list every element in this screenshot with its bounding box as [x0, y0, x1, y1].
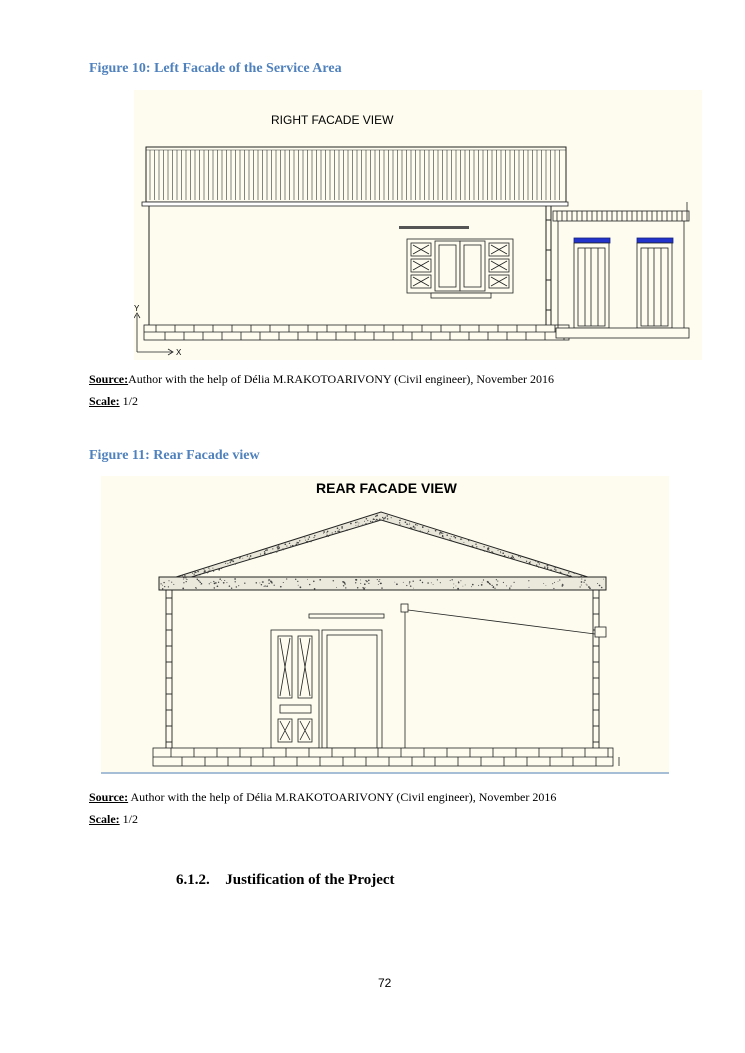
annex — [553, 202, 689, 338]
page-number: 72 — [378, 976, 392, 990]
window — [407, 239, 513, 298]
plinth — [144, 325, 569, 340]
figure-10-source — [89, 372, 554, 387]
rear-window — [271, 630, 319, 748]
figure-11-scale — [89, 812, 138, 827]
rear-plinth — [153, 748, 619, 766]
figure-10-scale — [89, 394, 138, 409]
downpipe — [401, 604, 606, 748]
rear-door — [322, 630, 382, 748]
rear-facade-svg — [101, 476, 669, 774]
figure-10-caption: Figure 10: Left Facade of the Service Area — [89, 61, 342, 76]
figure-11-drawing — [101, 476, 669, 774]
scale-label: Scale: — [89, 812, 120, 826]
main-roof — [142, 147, 568, 206]
source-label: Source: — [89, 372, 129, 386]
figure-11-source — [89, 790, 556, 805]
scale-value: 1/2 — [119, 394, 138, 408]
axis-y-label: Y — [134, 304, 140, 313]
axis-x-label: X — [176, 348, 182, 357]
right-facade-title: RIGHT FACADE VIEW — [271, 113, 394, 127]
figure-11-caption: Figure 11: Rear Facade view — [89, 448, 260, 463]
rear-facade-title: REAR FACADE VIEW — [316, 480, 457, 496]
window-lintel — [399, 226, 469, 229]
rear-lintel — [309, 614, 384, 618]
source-label: Source: — [89, 790, 129, 804]
scale-value: 1/2 — [119, 812, 138, 826]
gable-roof — [159, 512, 606, 590]
section-number: 6.1.2. — [176, 872, 210, 888]
section-title: Justification of the Project — [225, 872, 395, 888]
source-text: Author with the help of Délia M.RAKOTOARIVONY (Civil engineer), November 2016 — [128, 372, 555, 386]
right-facade-svg — [134, 90, 702, 360]
scale-label: Scale: — [89, 394, 120, 408]
source-text: Author with the help of Délia M.RAKOTOARIVONY (Civil engineer), November 2016 — [128, 790, 557, 804]
figure-10-drawing — [134, 90, 702, 360]
section-heading — [176, 872, 395, 889]
